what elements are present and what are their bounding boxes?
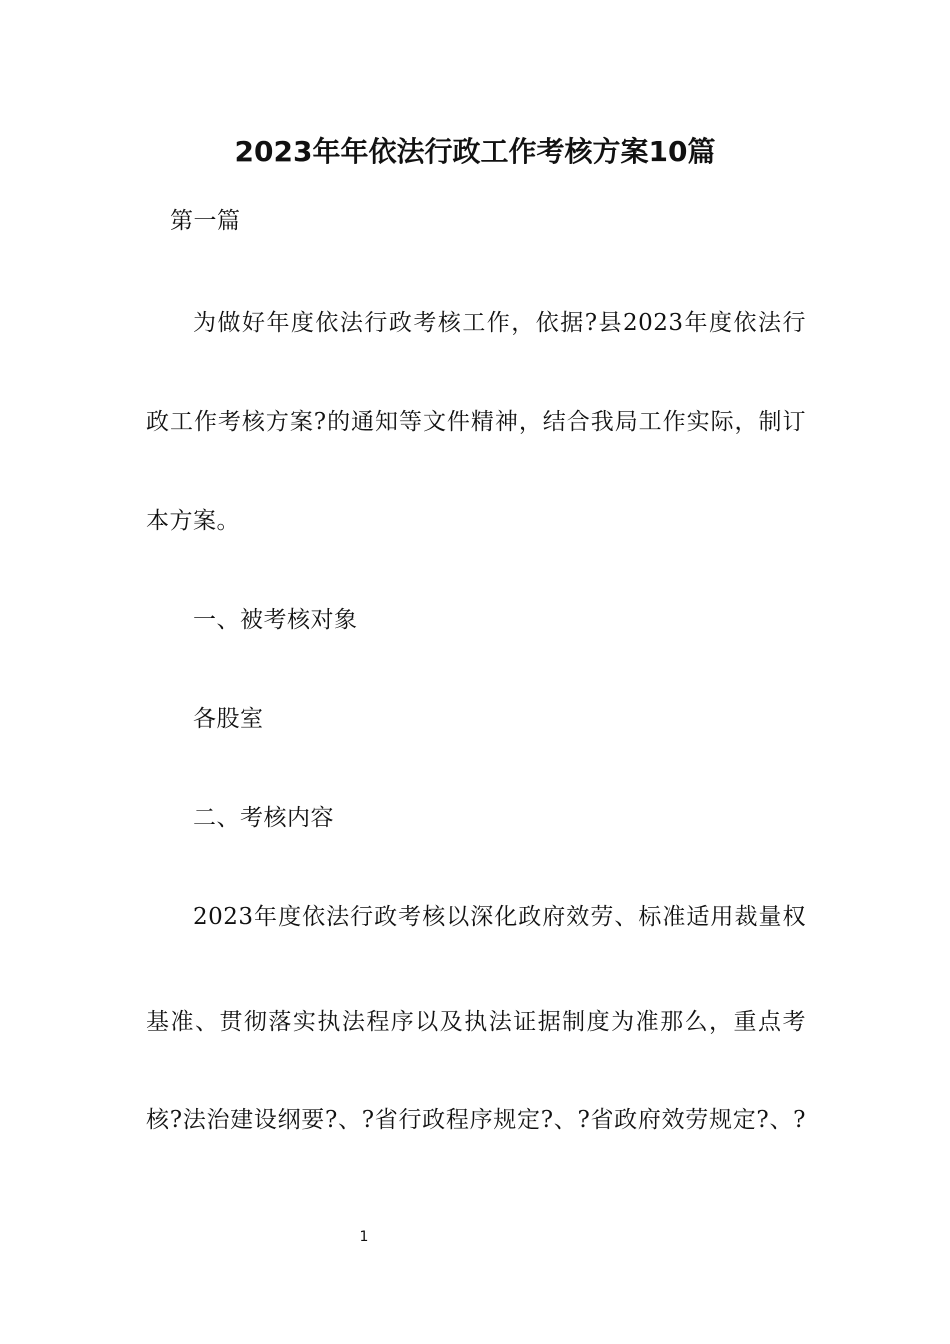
heading-assessment-content: 二、考核内容: [193, 805, 334, 831]
paragraph-1-line-2: 政工作考核方案?的通知等文件精神，结合我局工作实际，制订: [146, 409, 806, 435]
page-number: 1: [359, 1229, 369, 1245]
paragraph-1-line-1: 为做好年度依法行政考核工作，依据?县2023年度依法行: [193, 310, 806, 336]
section-heading: 第一篇: [170, 208, 241, 234]
paragraph-2-line-2: 基准、贯彻落实执法程序以及执法证据制度为准那么，重点考: [146, 1009, 806, 1035]
paragraph-2-line-3: 核?法治建设纲要?、?省行政程序规定?、?省政府效劳规定?、?: [146, 1107, 806, 1133]
paragraph-1-line-3: 本方案。: [146, 508, 240, 534]
document-title: 2023年年依法行政工作考核方案10篇: [234, 135, 716, 168]
heading-assessed-objects: 一、被考核对象: [193, 607, 358, 633]
paragraph-2-line-1: 2023年度依法行政考核以深化政府效劳、标准适用裁量权: [193, 904, 806, 930]
assessed-units: 各股室: [193, 706, 264, 732]
